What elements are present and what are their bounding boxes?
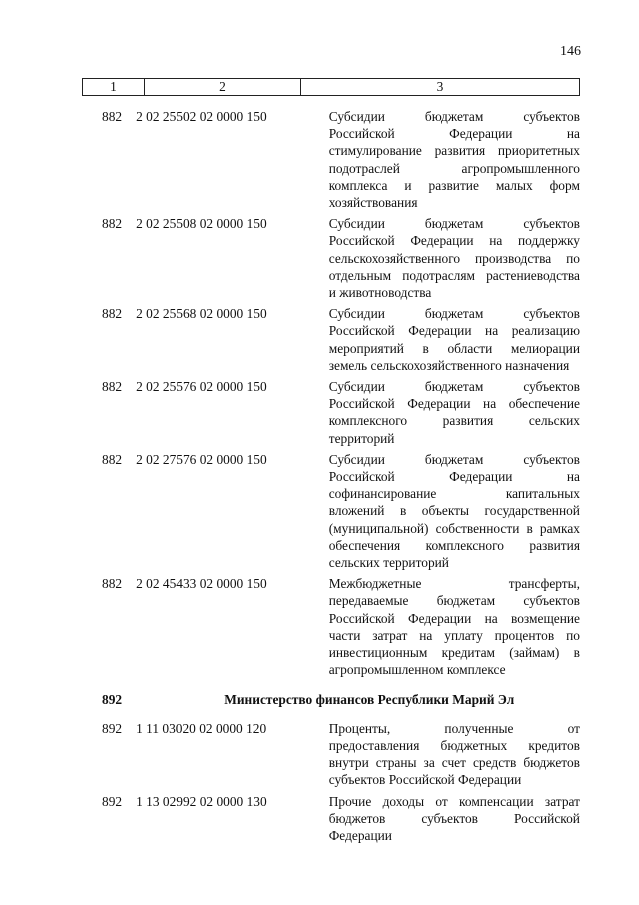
description-line: сельских территорий — [328, 555, 449, 571]
description-line: Прочие доходы от компенсации затрат — [328, 793, 580, 809]
table-row — [82, 451, 580, 571]
description-line: субъектов Российской Федерации — [328, 772, 522, 788]
revenue-description — [329, 305, 580, 374]
description-line: Российской Федерации на — [328, 469, 580, 485]
table-row — [82, 305, 580, 374]
description-line: и животноводства — [328, 285, 432, 301]
description-line: Субсидии бюджетам субъектов — [328, 451, 580, 467]
admin-code: 882 — [102, 576, 123, 592]
revenue-description — [329, 793, 580, 845]
revenue-description — [329, 108, 580, 211]
description-line: Российской Федерации на реализацию — [328, 323, 580, 339]
description-line: мероприятий в области мелиорации — [328, 340, 580, 356]
description-line: бюджетов субъектов Российской — [328, 810, 580, 826]
rows-group-882 — [82, 108, 580, 679]
header-col-1: 1 — [83, 79, 145, 95]
table-row — [82, 793, 580, 845]
table-row — [82, 378, 580, 447]
description-line: обеспечения комплексного развития — [328, 537, 580, 553]
revenue-description — [329, 451, 580, 571]
description-line: Межбюджетные трансферты, — [328, 576, 580, 592]
budget-code: 2 02 45433 02 0000 150 — [136, 576, 267, 592]
description-line: Субсидии бюджетам субъектов — [328, 379, 580, 395]
description-line: сельскохозяйственного производства по — [328, 250, 580, 266]
description-line: Российской Федерации на возмещение — [328, 610, 580, 626]
admin-code: 882 — [102, 451, 123, 467]
revenue-description — [329, 575, 580, 678]
description-line: предоставления бюджетных кредитов — [328, 737, 580, 753]
revenue-description — [329, 378, 580, 447]
description-line: земель сельскохозяйственного назначения — [328, 357, 570, 373]
revenue-description — [329, 720, 580, 789]
table-body — [82, 108, 580, 848]
description-line: отдельным подотраслям растениеводства — [328, 267, 580, 283]
description-line: стимулирование развития приоритетных — [328, 143, 580, 159]
table-row — [82, 720, 580, 789]
admin-code: 882 — [102, 109, 123, 124]
description-line: хозяйствования — [328, 195, 418, 211]
description-line: комплекса и развитие малых форм — [328, 177, 580, 193]
table-header — [82, 78, 580, 96]
budget-code: 2 02 25568 02 0000 150 — [136, 306, 267, 322]
description-line: комплексного развития сельских — [328, 413, 580, 429]
description-line: Субсидии бюджетам субъектов — [328, 216, 580, 232]
budget-code: 2 02 27576 02 0000 150 — [136, 451, 267, 467]
description-line: части затрат на уплату процентов по — [328, 627, 580, 643]
revenue-description — [329, 215, 580, 301]
budget-code: 2 02 25508 02 0000 150 — [136, 216, 267, 232]
description-line: внутри страны за счет средств бюджетов — [328, 755, 580, 771]
admin-code: 892 — [102, 720, 123, 736]
budget-code: 1 11 03020 02 0000 120 — [136, 720, 267, 736]
budget-code: 2 02 25502 02 0000 150 — [136, 109, 267, 124]
table-row — [82, 215, 580, 301]
budget-code: 2 02 25576 02 0000 150 — [136, 379, 267, 395]
page-number: 146 — [560, 44, 581, 59]
description-line: Субсидии бюджетам субъектов — [328, 109, 580, 124]
description-line: территорий — [328, 430, 395, 446]
ministry-heading — [82, 691, 580, 708]
description-line: софинансирование капитальных — [328, 486, 580, 502]
admin-code: 882 — [102, 216, 123, 232]
description-line: передаваемые бюджетам субъектов — [328, 593, 580, 609]
header-col-3: 3 — [436, 79, 444, 94]
ministry-admin-code: 892 — [102, 691, 123, 707]
table-row — [82, 108, 580, 211]
description-line: Российской Федерации на — [328, 126, 580, 142]
description-line: Российской Федерации на обеспечение — [328, 396, 580, 412]
budget-code: 1 13 02992 02 0000 130 — [136, 793, 267, 809]
description-line: инвестиционным кредитам (займам) в — [328, 645, 580, 661]
admin-code: 882 — [102, 379, 123, 395]
description-line: вложений в объекты государственной — [328, 503, 580, 519]
description-line: Российской Федерации на поддержку — [328, 233, 580, 249]
rows-group-892 — [82, 720, 580, 844]
description-line: Федерации — [328, 827, 392, 843]
description-line: Проценты, полученные от — [328, 720, 580, 736]
ministry-title: Министерство финансов Республики Марий Эл — [224, 691, 515, 707]
admin-code: 882 — [102, 306, 123, 322]
description-line: агропромышленном комплексе — [328, 662, 506, 678]
header-col-2: 2 — [145, 79, 301, 95]
description-line: подотраслей агропромышленного — [328, 160, 580, 176]
table-row — [82, 575, 580, 678]
description-line: (муниципальной) собственности в рамках — [328, 520, 580, 536]
admin-code: 892 — [102, 793, 123, 809]
description-line: Субсидии бюджетам субъектов — [328, 306, 580, 322]
